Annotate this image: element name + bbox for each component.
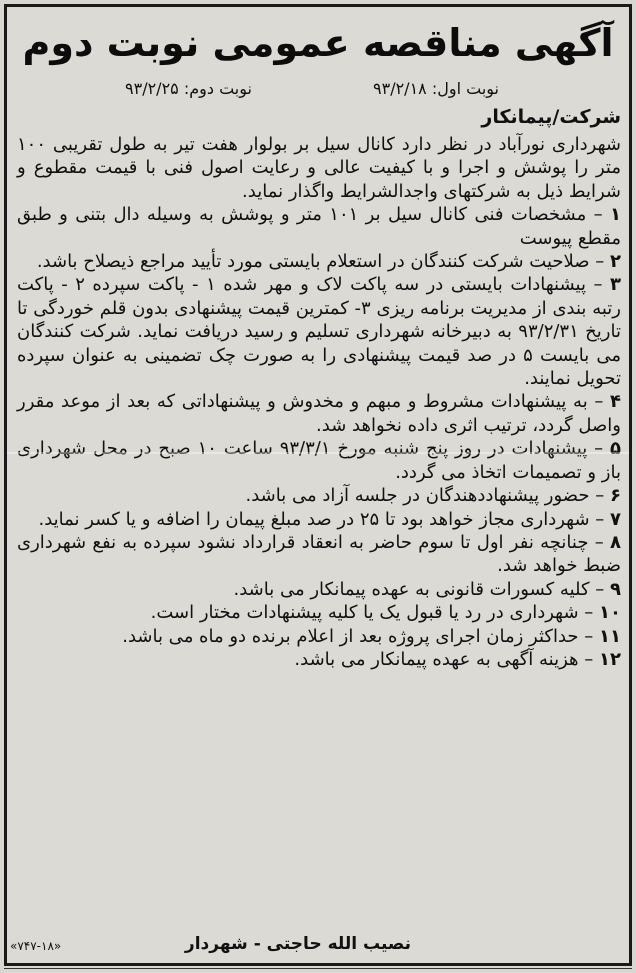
- clause-number: ۱: [610, 204, 622, 226]
- clause-number: ۵: [610, 438, 621, 460]
- clause-text: چنانچه نفر اول تا سوم حاضر به انعقاد قرارداد نشود سپرده به نفع شهرداری ضبط خواهد شد.: [17, 531, 621, 577]
- clause-text: پیشنهادات در روز پنج شنبه مورخ ۹۳/۳/۱ ساعت ۱۰ صبح در محل شهرداری باز و تصمیمات اتخاذ می گردد.: [17, 438, 621, 483]
- first-turn-date: نوبت اول: ۹۳/۲/۱۸: [373, 79, 499, 98]
- clause-number: ۶: [610, 485, 621, 507]
- clause-8: ۸ – چنانچه نفر اول تا سوم حاضر به انعقاد قرارداد نشود سپرده به نفع شهرداری ضبط خواهد شد.: [17, 531, 621, 577]
- second-turn-date: نوبت دوم: ۹۳/۲/۲۵: [125, 79, 252, 98]
- clause-number: ۱۰: [599, 602, 621, 624]
- clause-text: حداکثر زمان اجرای پروژه بعد از اعلام برنده دو ماه می باشد.: [122, 625, 579, 647]
- clause-text: کلیه کسورات قانونی به عهده پیمانکار می باشد.: [233, 578, 590, 600]
- clause-10: ۱۰ – شهرداری در رد یا قبول یک یا کلیه پیشنهادات مختار است.: [150, 602, 621, 624]
- clause-text: هزینه آگهی به عهده پیمانکار می باشد.: [294, 648, 579, 670]
- clause-number: ۱۲: [599, 648, 621, 670]
- paper-fold-line: [7, 452, 629, 454]
- clause-3: ۳ – پیشنهادات بایستی در سه پاکت لاک و مهر شده ۱ - پاکت سپرده ۲ - پاکت رتبه بندی از مدیریت برنامه ریزی ۳- کمترین قیمت پیشنهادی بدون قلم خوردگی تا تاریخ ۹۳/۲/۳۱ به دبیرخانه شهرداری تسلیم و رسید دریافت نماید. شرکت کنندگان می بایست ۵ در صد قیمت پیشنهادی را به صورت چک تضمینی به عنوان سپرده تحویل نمایند.: [17, 274, 622, 390]
- clause-number: ۴: [609, 391, 621, 413]
- clause-text: شهرداری در رد یا قبول یک یا کلیه پیشنهادات مختار است.: [150, 602, 579, 624]
- addressee-heading: شرکت/پیمانکار: [481, 106, 621, 128]
- clause-text: پیشنهادات بایستی در سه پاکت لاک و مهر شده ۱ - پاکت سپرده ۲ - پاکت رتبه بندی از مدیریت برنامه ریزی ۳- کمترین قیمت پیشنهادی بدون قلم خوردگی تا تاریخ ۹۳/۲/۳۱ به دبیرخانه شهرداری تسلیم و رسید دریافت نماید. شرکت کنندگان می بایست ۵ در صد قیمت پیشنهادی را به صورت چک تضمینی به عنوان سپرده تحویل نمایند.: [17, 274, 621, 390]
- clause-text: شهرداری مجاز خواهد بود تا ۲۵ در صد مبلغ پیمان را اضافه و یا کسر نماید.: [38, 508, 590, 530]
- clause-11: ۱۱ – حداکثر زمان اجرای پروژه بعد از اعلام برنده دو ماه می باشد.: [122, 625, 621, 647]
- notice-title: آگهی مناقصه عمومی نوبت دوم: [22, 21, 614, 65]
- clause-text: صلاحیت شرکت کنندگان در استعلام بایستی مورد تأیید مراجع ذیصلاح باشد.: [36, 251, 590, 273]
- ad-code: «۷۴۷-۱۸»: [10, 939, 62, 953]
- clause-4: ۴ – به پیشنهادات مشروط و مبهم و مخدوش و پیشنهاداتی که بعد از موعد مقرر واصل گردد، ترتیب اثری داده نخواهد شد.: [17, 391, 621, 436]
- clause-2: ۲ – صلاحیت شرکت کنندگان در استعلام بایستی مورد تأیید مراجع ذیصلاح باشد.: [36, 251, 621, 273]
- clause-text: به پیشنهادات مشروط و مبهم و مخدوش و پیشنهاداتی که بعد از موعد مقرر واصل گردد، ترتیب اثری داده نخواهد شد.: [17, 391, 621, 436]
- clause-number: ۳: [610, 274, 622, 296]
- clause-6: ۶ – حضور پیشنهاددهندگان در جلسه آزاد می باشد.: [245, 485, 621, 507]
- bottom-rule: [4, 968, 632, 969]
- notice-frame: [4, 4, 632, 966]
- clause-number: ۱۱: [599, 625, 621, 647]
- clause-text: حضور پیشنهاددهندگان در جلسه آزاد می باشد.: [245, 485, 590, 507]
- signature-line: نصیب الله حاجتی - شهردار: [184, 934, 412, 954]
- clause-number: ۹: [610, 578, 621, 600]
- clause-9: ۹ – کلیه کسورات قانونی به عهده پیمانکار می باشد.: [233, 578, 621, 600]
- clause-number: ۸: [610, 531, 621, 553]
- clause-number: ۲: [610, 251, 621, 273]
- clause-1: ۱ – مشخصات فنی کانال سیل بر ۱۰۱ متر و پوشش به وسیله دال بتنی و طبق مقطع پیوست: [17, 204, 622, 249]
- intro-paragraph: شهرداری نورآباد در نظر دارد کانال سیل بر بولوار هفت تیر به طول تقریبی ۱۰۰ متر را پوشش و اجرا و با کیفیت عالی و رعایت اصول فنی با قیمت مقطوع و شرایط ذیل به شرکتهای واجدالشرایط واگذار نماید.: [17, 134, 621, 202]
- publication-dates: [7, 77, 629, 101]
- clause-number: ۷: [610, 508, 621, 530]
- notice-body: [17, 133, 621, 671]
- clause-12: ۱۲ – هزینه آگهی به عهده پیمانکار می باشد.: [294, 648, 621, 670]
- clause-7: ۷ – شهرداری مجاز خواهد بود تا ۲۵ در صد مبلغ پیمان را اضافه و یا کسر نماید.: [38, 508, 621, 530]
- clause-text: مشخصات فنی کانال سیل بر ۱۰۱ متر و پوشش به وسیله دال بتنی و طبق مقطع پیوست: [17, 204, 621, 249]
- clause-5: ۵ – پیشنهادات در روز پنج شنبه مورخ ۹۳/۳/۱ ساعت ۱۰ صبح در محل شهرداری باز و تصمیمات اتخاذ می گردد.: [17, 438, 621, 483]
